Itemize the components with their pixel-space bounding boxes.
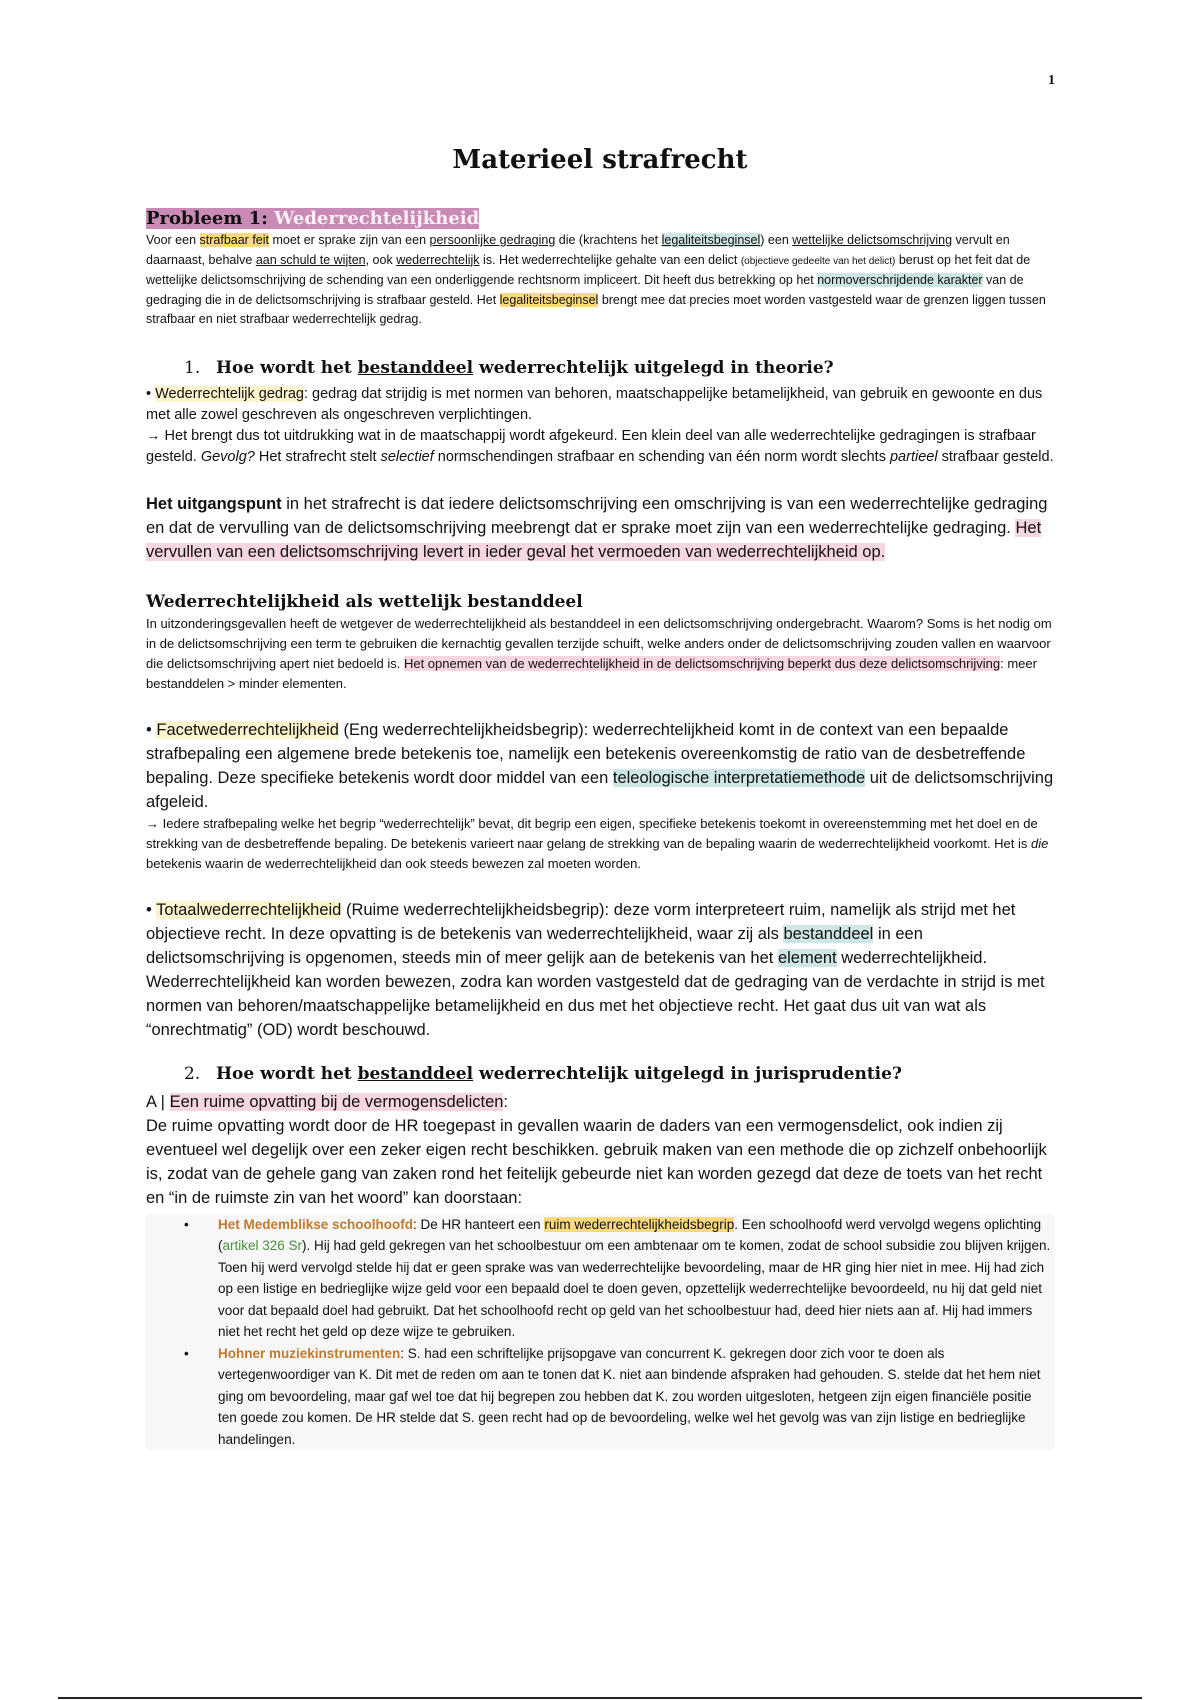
note-text: Het strafrecht stelt [254,448,381,465]
uitgangspunt-paragraph [146,492,1054,564]
term-persoonlijke-gedraging: persoonlijke gedraging [429,233,556,247]
note-italic: partieel [889,448,938,465]
intro-note: (objectieve gedeelte van het delict) [740,255,896,267]
term-element: element [777,948,837,967]
intro-text: van de gedraging die in de delictsomschrijving is strafbaar gesteld. Het [146,273,1024,307]
definition-text: : gedrag dat strijdig is met normen van behoren, maatschappelijke betamelijkheid, van gebruik en gewoonte en dus met alle zowel geschreven als ongeschreven verplichtingen. [146,385,1043,423]
question-2-number: 2. [184,1063,201,1084]
problem-heading [146,208,1054,229]
intro-paragraph [146,231,1054,330]
question-2-text: Hoe wordt het [216,1063,358,1084]
question-2-underlined: bestanddeel [357,1063,474,1084]
problem-heading-highlight [146,208,479,229]
problem-label: Probleem 1: [146,208,268,229]
case-name-hohner: Hohner muziekinstrumenten [218,1345,401,1361]
wettelijk-bestanddeel-heading: Wederrechtelijkheid als wettelijk bestanddeel [146,591,583,612]
facet-text: uit de delictsomschrijving afgeleid. [146,768,1054,811]
wettelijk-tail: : meer bestanddelen > minder elementen. [146,655,1037,691]
note-text: strafbaar gesteld. [937,448,1054,465]
wettelijk-highlight: Het opnemen van de wederrechtelijkheid in de delictsomschrijving beperkt dus deze delictsomschrijving [403,655,1001,671]
term-legaliteitsbeginsel-2: legaliteitsbeginsel [499,292,599,307]
intro-text: moet er sprake zijn van een [269,233,430,247]
case-list [146,1214,1054,1451]
question-1-text: wederrechtelijk uitgelegd in theorie? [473,357,834,378]
question-1-underlined: bestanddeel [357,357,474,378]
term-normoverschrijdend: normoverschrijdende karakter [817,273,983,287]
note-text: → Iedere strafbepaling welke het begrip “wederrechtelijk” bevat, dit begrip een eigen, specifieke betekenis toekomt in overeenstemming met het doel en de strekking van de desbetreffende bepaling. De betekenis varieert naar gelang de strekking van de bepaling waarin de wederrechtelijkheid voorkomt. Het is [146,815,1038,851]
term-bestanddeel: bestanddeel [783,924,874,943]
list-item [184,1343,1054,1451]
section-a-highlight: Een ruime opvatting bij de vermogensdelicten [169,1092,504,1111]
uitgangspunt-bold: Het uitgangspunt [146,494,282,513]
note-italic: Gevolg? [200,448,255,465]
bullet: • [184,1216,189,1232]
problem-name: Wederrechtelijkheid [274,208,480,229]
note-italic: die [1031,835,1049,851]
wettelijk-text: In uitzonderingsgevallen heeft de wetgever de wederrechtelijkheid als bestanddeel in een delictsomschrijving ondergebracht. Waarom? Soms is het nodig om in de delictsomschrijving een term te gebruiken die kernachtig gevallen terzijde schuift, welke anders onder de delictsomschrijving zouden vallen en waarvoor die delictsomschrijving apert niet bedoeld is. [146,615,1052,671]
bullet: • [146,720,157,739]
definition-wederrechtelijk-gedrag [146,384,1054,426]
wettelijk-bestanddeel-paragraph [146,614,1054,694]
term-wettelijke-delictsomschrijving: wettelijke delictsomschrijving [792,233,953,247]
definition-arrow-note [146,426,1054,468]
bullet: • [146,900,157,919]
term-wederrechtelijk: wederrechtelijk [396,252,480,267]
intro-text: ) een [760,233,793,247]
intro-text: is. Het wederrechtelijke gehalte van een delict [479,252,741,267]
uitgangspunt-highlight: Het vervullen van een delictsomschrijving levert in ieder geval het vermoeden van wederrechtelijkheid op. [146,518,1042,561]
question-1-text: Hoe wordt het [216,357,358,378]
intro-text: die (krachtens het [555,233,662,247]
intro-text: brengt mee dat precies moet worden vastgesteld waar de grenzen liggen tussen strafbaar en niet strafbaar wederrechtelijk gedrag. [146,292,1046,326]
note-text: → Het brengt dus tot uitdrukking wat in de maatschappij wordt afgekeurd. Een klein deel van alle wederrechtelijke gedragingen is strafbaar gesteld. [146,427,1036,465]
case-name-medemblik: Het Medemblikse schoolhoofd [218,1216,414,1232]
note-italic: selectief [380,448,434,465]
document-title: Materieel strafrecht [452,145,748,175]
question-2-text: wederrechtelijk uitgelegd in jurisprudentie? [473,1063,902,1084]
term-legaliteitsbeginsel: legaliteitsbeginsel [661,233,761,247]
bullet: • [184,1345,189,1361]
case-text: . Een schoolhoofd werd vervolgd wegens oplichting ( [218,1216,1042,1253]
intro-text: , ook [365,252,397,267]
case-text: : S. had een schriftelijke prijsopgave van concurrent K. gekregen door zich voor te doen als vertegenwoordiger van K. Dit met de reden om aan te tonen dat K. niet aan bindende afspraken had gehouden. S. stelde dat het hem niet ging om bevoordeling, maar gaf wel toe dat hij begrepen zou hebben dat K. zou worden uitgesloten, hetgeen zijn eigen financiële positie ten goede zou komen. De HR stelde dat S. geen recht had op de bevoordeling, welke wel het gevolg was van zijn listige en bedrieglijke handelingen. [218,1345,1041,1447]
case-text: : De HR hanteert een [413,1216,545,1232]
page-number: 1 [1048,73,1055,88]
term-strafbaar-feit: strafbaar feit [199,233,269,247]
case-text: ). Hij had geld gekregen van het schoolbestuur om een ambtenaar om te komen, zodat de school subsidie zou blijven krijgen. Toen hij werd vervolgd stelde hij dat er geen sprake was van wederrechtelijke bevoordeling, maar de HR ging hier niet in mee. Hij had zich op een listige en bedrieglijke wijze geld voor een bepaald doel te doen geven, opzettelijk wederrechtelijke bevoordeeld, nu hij dat geld niet voor dat bepaald doel had gebruikt. Dat het schoolhoofd recht op geld van het schoolbestuur had, deed hier niets aan af. Hij had immers niet het recht het geld op deze wijze te gebruiken. [218,1238,1051,1339]
section-a-heading [146,1090,1054,1114]
question-1-number: 1. [184,357,201,378]
section-a-prefix: A | [146,1092,170,1111]
note-text: normschendingen strafbaar en schending van één norm wordt slechts [433,448,890,465]
list-item [184,1214,1054,1343]
intro-text: Voor een [146,233,200,247]
facet-arrow-note [146,814,1054,874]
facet-text: (Eng wederrechtelijkheidsbegrip): wederrechtelijkheid komt in de context van een bepaalde strafbepaling een algemene brede betekenis toe, namelijk een betekenis overeenkomstig de ratio van de desbetreffende bepaling. Deze specifieke betekenis wordt door middel van een [146,720,1026,787]
question-1-heading [184,358,1054,378]
totaal-paragraph [146,898,1054,1042]
totaal-text: (Ruime wederrechtelijkheidsbegrip): deze vorm interpreteert ruim, namelijk als strijd met het objectieve recht. In deze opvatting is de betekenis van wederrechtelijkheid, waar zij als [146,900,1016,943]
totaal-text: wederrechtelijkheid. Wederrechtelijkheid kan worden bewezen, zodra kan worden vastgesteld dat de gedraging van de verdachte in strijd is met normen van behoren/maatschappelijke betamelijkheid en dus met het objectieve recht. Het gaat dus uit van wat als “onrechtmatig” (OD) wordt beschouwd. [146,948,1045,1039]
term-ruim-wederrechtelijkheidsbegrip: ruim wederrechtelijkheidsbegrip [544,1216,735,1232]
facet-paragraph [146,718,1054,814]
article-reference: artikel 326 Sr [222,1238,303,1253]
term-totaalwederrechtelijkheid: Totaalwederrechtelijkheid [156,900,342,919]
uitgangspunt-text: in het strafrecht is dat iedere delictsomschrijving een omschrijving is van een wederrechtelijke gedraging en dat de vervulling van de delictsomschrijving meebrengt dat er sprake moet zijn van een wederrechtelijke gedraging. [146,494,1048,537]
note-text: betekenis waarin de wederrechtelijkheid dan ook steeds bewezen zal moeten worden. [146,855,642,871]
term-facetwederrechtelijkheid: Facetwederrechtelijkheid [156,720,339,739]
page-bottom-rule [58,1697,1142,1699]
intro-text: berust op het feit dat de wettelijke delictsomschrijving de schending van een onderliggende rechtsnorm impliceert. Dit heeft dus betrekking op het [146,252,1031,287]
bullet: • [146,385,156,402]
totaal-text: in een delictsomschrijving is opgenomen, steeds min of meer gelijk aan de betekenis van het [146,924,923,967]
term-aan-schuld: aan schuld te wijten [255,252,366,267]
document-body [146,145,1054,1450]
term-wederrechtelijk-gedrag: Wederrechtelijk gedrag [155,385,304,402]
term-teleologische: teleologische interpretatiemethode [612,768,866,787]
section-a-paragraph: De ruime opvatting wordt door de HR toegepast in gevallen waarin de daders van een vermogensdelict, ook indien zij eventueel wel degelijk over een zeker eigen recht beschikken. gebruik maken van een methode die op zichzelf onbehoorlijk is, zodat van de gehele gang van zaken rond het feitelijk gebeurde niet kan worden gezegd dat deze de toets van het recht en “in de ruimste zin van het woord” kan doorstaan: [146,1116,1047,1207]
section-a-colon: : [503,1092,509,1111]
intro-text: vervult en daarnaast, behalve [146,233,1010,267]
question-2-heading [184,1064,1054,1084]
